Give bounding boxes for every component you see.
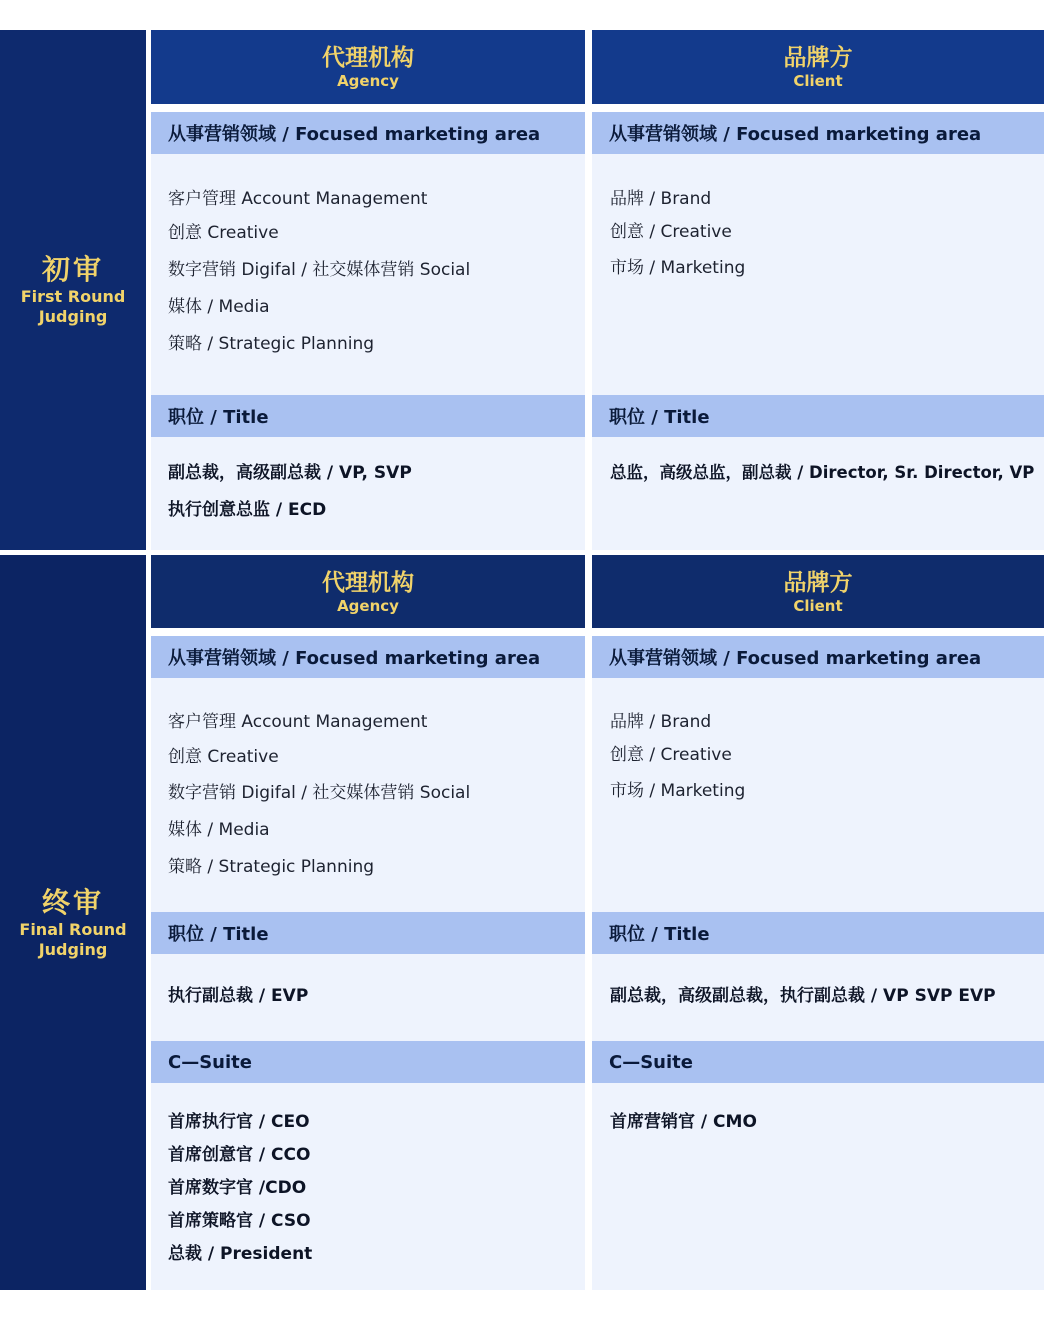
client-header-en: Client <box>793 72 843 90</box>
list-item: 数字营销 Digifal / 社交媒体营销 Social <box>168 783 471 803</box>
agency-area-list <box>151 154 585 395</box>
list-item: 首席策略官 / CSO <box>168 1211 311 1231</box>
agency-header-en: Agency <box>337 596 399 615</box>
list-item: 执行副总裁 / EVP <box>168 986 309 1006</box>
list-item: 首席创意官 / CCO <box>168 1145 311 1165</box>
client-header-en: Client <box>793 596 843 615</box>
agency-header <box>151 30 585 104</box>
agency-csuite-list <box>151 1083 585 1290</box>
list-item: 创意 Creative <box>168 747 279 767</box>
final-round-label-en: Final Round Judging <box>19 919 127 959</box>
client-area-list <box>592 154 1044 395</box>
list-item: 媒体 / Media <box>168 820 270 840</box>
list-item: 客户管理 Account Management <box>168 712 428 732</box>
list-item: 副总裁，高级副总裁，执行副总裁 / VP SVP EVP <box>610 986 996 1006</box>
agency-header <box>151 555 585 628</box>
client-title-list <box>592 437 1044 550</box>
client-header-zh: 品牌方 <box>783 45 853 71</box>
list-item: 品牌 / Brand <box>610 189 712 209</box>
client-header <box>592 30 1044 104</box>
list-item: 策略 / Strategic Planning <box>168 334 375 354</box>
list-item: 总裁 / President <box>168 1244 313 1264</box>
agency-area-list <box>151 678 585 912</box>
list-item: 创意 Creative <box>168 223 279 243</box>
agency-header-zh: 代理机构 <box>322 45 414 71</box>
first-round-label-en: First Round Judging <box>20 287 126 326</box>
client-csuite-list <box>592 1083 1044 1290</box>
agency-csuite-band: C—Suite <box>151 1041 585 1083</box>
final-round-label <box>0 555 146 1290</box>
agency-title-list <box>151 437 585 550</box>
agency-area-band: 从事营销领域 / Focused marketing area <box>151 112 585 154</box>
list-item: 客户管理 Account Management <box>168 189 428 209</box>
list-item: 创意 / Creative <box>610 745 732 765</box>
list-item: 策略 / Strategic Planning <box>168 857 375 877</box>
list-item: 市场 / Marketing <box>610 781 746 801</box>
list-item: 副总裁，高级副总裁 / VP, SVP <box>168 463 412 483</box>
list-item: 媒体 / Media <box>168 297 270 317</box>
client-area-list <box>592 678 1044 912</box>
client-area-band: 从事营销领域 / Focused marketing area <box>592 112 1044 154</box>
list-item: 数字营销 Digifal / 社交媒体营销 Social <box>168 260 471 280</box>
client-area-band: 从事营销领域 / Focused marketing area <box>592 636 1044 678</box>
client-header-zh: 品牌方 <box>783 569 853 596</box>
agency-title-band: 职位 / Title <box>151 912 585 954</box>
list-item: 执行创意总监 / ECD <box>168 500 327 520</box>
client-csuite-band: C—Suite <box>592 1041 1044 1083</box>
client-title-list <box>592 954 1044 1041</box>
list-item: 总监，高级总监，副总裁 / Director, Sr. Director, VP <box>610 463 1035 482</box>
first-round-label-zh: 初审 <box>41 253 104 286</box>
list-item: 首席数字官 /CDO <box>168 1178 307 1198</box>
list-item: 市场 / Marketing <box>610 258 746 278</box>
agency-header-en: Agency <box>337 72 399 90</box>
agency-title-band: 职位 / Title <box>151 395 585 437</box>
list-item: 首席执行官 / CEO <box>168 1112 310 1132</box>
client-title-band: 职位 / Title <box>592 395 1044 437</box>
agency-header-zh: 代理机构 <box>322 569 414 596</box>
client-header <box>592 555 1044 628</box>
final-round-label-zh: 终审 <box>41 885 104 919</box>
client-title-band: 职位 / Title <box>592 912 1044 954</box>
list-item: 首席营销官 / CMO <box>610 1112 757 1132</box>
agency-area-band: 从事营销领域 / Focused marketing area <box>151 636 585 678</box>
agency-title-list <box>151 954 585 1041</box>
list-item: 创意 / Creative <box>610 222 732 242</box>
first-round-label <box>0 30 146 550</box>
list-item: 品牌 / Brand <box>610 712 712 732</box>
